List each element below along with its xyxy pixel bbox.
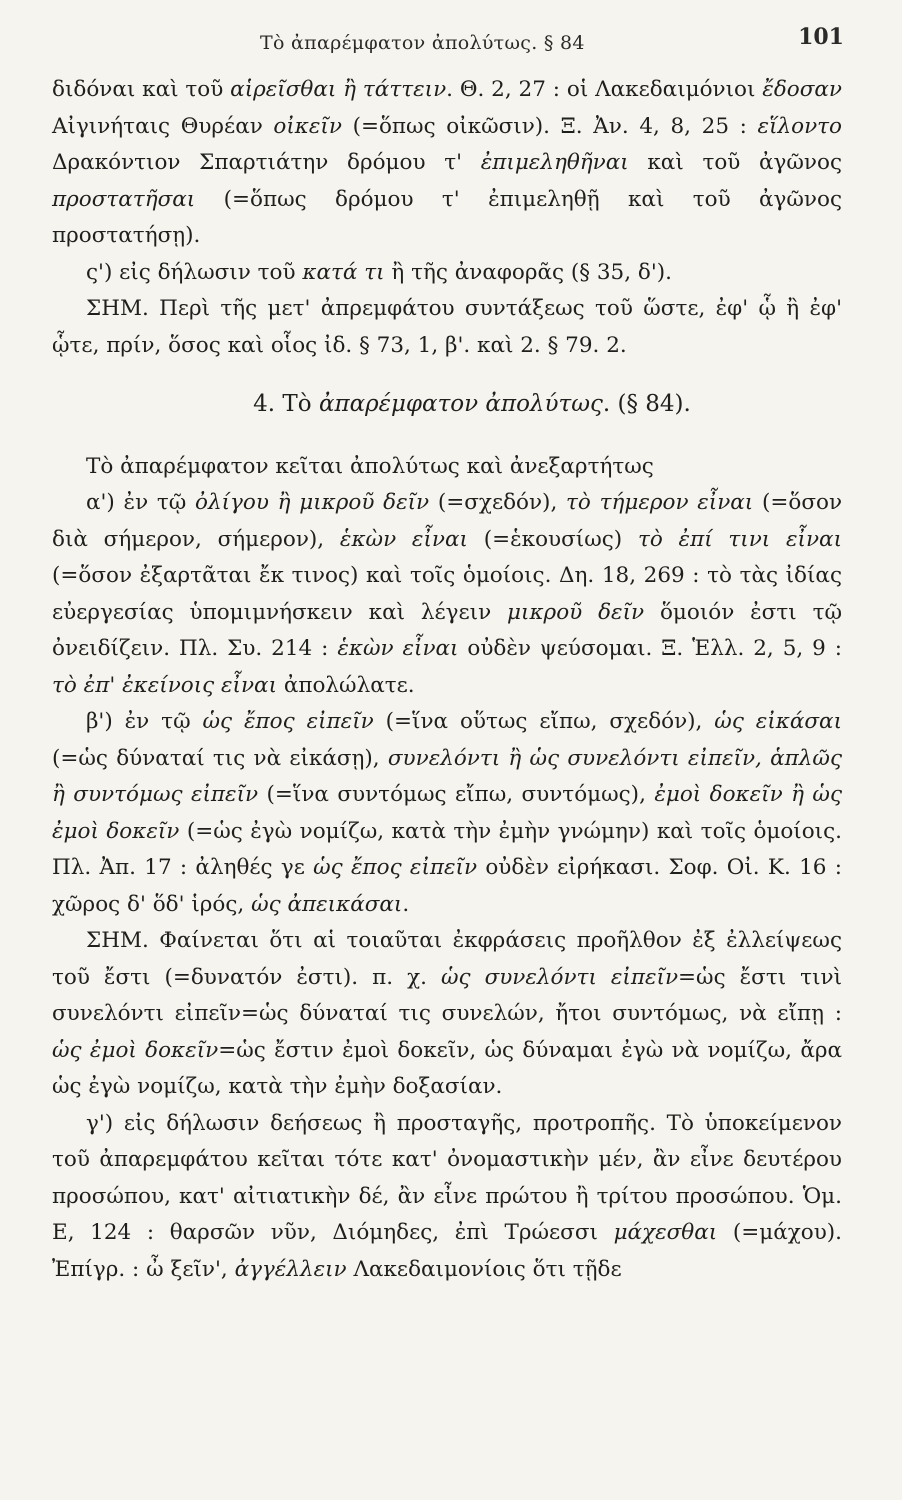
text-run: 4. Τὸ	[253, 391, 319, 417]
italic-phrase: μάχεσθαι	[613, 1220, 718, 1245]
text-run: διδόναι καὶ τοῦ	[52, 77, 231, 102]
text-run: ἢ τῆς ἀναφορᾶς (§ 35, δ').	[384, 259, 672, 285]
italic-phrase: κατά τι	[302, 259, 385, 285]
italic-phrase: εἵλοντο	[757, 113, 842, 139]
text-run: (=ὡς δύναταί τις νὰ εἰκάσῃ),	[52, 745, 388, 771]
italic-phrase: ἐπιμεληθῆναι	[480, 150, 629, 175]
italic-phrase: ἑκὼν εἶναι	[339, 526, 468, 552]
text-run: (=ὅσον ἐξαρτᾶται ἔκ τινος) καὶ τοῖς ὁμοίοις. Δη. 18, 269 : τὸ τὰς ἰδίας εὐεργεσίας ὑπομιμνήσκειν καὶ λέγειν	[52, 563, 842, 625]
italic-phrase: ἀγγέλλειν	[234, 1256, 347, 1282]
italic-phrase: ὡς ἀπεικάσαι	[251, 891, 403, 917]
page-number: 101	[798, 24, 844, 50]
italic-phrase: ὡς εἰκάσαι	[714, 709, 842, 734]
text-run: ΣΗΜ. Φαίνεται ὅτι αἱ τοιαῦται ἐκφράσεις προῆλθον ἐξ ἐλλείψεως τοῦ ἔστι (=δυνατόν ἐστι). π. χ.	[52, 928, 842, 990]
italic-phrase: οἰκεῖν	[273, 113, 342, 139]
text-run: ς') εἰς δήλωσιν τοῦ	[86, 259, 303, 285]
paragraph-2	[52, 255, 842, 292]
text-run: οὐδὲν ψεύσομαι. Ξ. Ἑλλ. 2, 5, 9 :	[458, 636, 842, 661]
italic-phrase: τὸ ἐπί τινι εἶναι	[637, 526, 842, 552]
text-run: (=ἑκουσίως)	[467, 526, 638, 552]
italic-phrase: ὡς συνελόντι εἰπεῖν	[440, 964, 679, 990]
text-run: (=ἵνα οὕτως εἴπω, σχεδόν),	[373, 709, 715, 734]
italic-phrase: ὀλίγου ἢ μικροῦ δεῖν	[195, 490, 430, 515]
text-run: ἀπολώλατε.	[277, 672, 415, 698]
italic-phrase: ὡς ἐμοὶ δοκεῖν	[52, 1037, 219, 1063]
page-header	[60, 22, 842, 62]
text-run: (=σχεδόν),	[429, 490, 567, 515]
italic-phrase: τὸ τήμερον εἶναι	[566, 490, 754, 515]
paragraph-8	[52, 1106, 842, 1289]
italic-phrase: προστατῆσαι	[52, 186, 196, 212]
italic-phrase: ὡς ἔπος εἰπεῖν	[313, 855, 478, 880]
text-run: (=ὅσον διὰ σήμερον, σήμερον),	[52, 490, 843, 552]
text-run: . Θ. 2, 27 : οἱ Λακεδαιμόνιοι	[446, 77, 763, 102]
paragraph-7-note	[52, 923, 842, 1106]
text-run: Λακεδαιμονίοις ὅτι τῇδε	[346, 1256, 622, 1282]
italic-phrase: ἐμοὶ δοκεῖν ἢ ὡς ἐμοὶ δοκεῖν	[52, 782, 842, 844]
text-run: οὐδὲν εἰρήκασι. Σοφ. Οἰ. Κ. 16 : χῶρος δ' ὅδ' ἱρός,	[52, 855, 842, 917]
text-run: =ὡς ἔστιν ἐμοὶ δοκεῖν, ὡς δύναμαι ἐγὼ νὰ νομίζω, ἄρα ὡς ἐγὼ νομίζω, κατὰ τὴν ἐμὴν δοξασίαν.	[52, 1037, 842, 1099]
text-run: . (§ 84).	[602, 391, 691, 417]
paragraph-3-note	[52, 291, 842, 364]
italic-phrase: ἑκὼν εἶναι	[337, 636, 459, 661]
paragraph-4	[52, 449, 842, 486]
text-run: (=ὅπως οἰκῶσιν). Ξ. Ἀν. 4, 8, 25 :	[341, 113, 758, 139]
text-run: (=μάχου). Ἐπίγρ. : ὦ ξεῖν',	[52, 1220, 842, 1282]
text-run: Αἰγινήταις Θυρέαν	[52, 113, 274, 139]
text-run: (=ὅπως δρόμου τ' ἐπιμεληθῇ καὶ τοῦ ἀγῶνος προστατήσῃ).	[52, 186, 842, 248]
text-run: β') ἐν τῷ	[86, 709, 203, 734]
text-run: καὶ τοῦ ἀγῶνος	[628, 150, 842, 175]
text-run: (=ὡς ἐγὼ νομίζω, κατὰ τὴν ἐμὴν γνώμην) καὶ τοῖς ὁμοίοις. Πλ. Ἀπ. 17 : ἀληθές γε	[52, 818, 842, 880]
italic-phrase: μικροῦ δεῖν	[507, 599, 645, 625]
text-run: ὅμοιόν ἐστι τῷ ὀνειδίζειν. Πλ. Συ. 214 :	[52, 599, 842, 661]
text-run: α') ἐν τῷ	[86, 490, 196, 515]
italic-phrase: ἔδοσαν	[762, 77, 842, 102]
paragraph-6	[52, 704, 842, 923]
italic-phrase: τὸ ἐπ' ἐκείνοις εἶναι	[52, 672, 277, 698]
text-run: .	[402, 891, 410, 917]
italic-phrase: αἱρεῖσθαι ἢ τάττειν	[230, 77, 447, 102]
italic-phrase: ὡς ἔπος εἰπεῖν	[202, 709, 374, 734]
paragraph-5	[52, 485, 842, 704]
running-head: Τὸ ἀπαρέμφατον ἀπολύτως. § 84	[260, 32, 585, 54]
text-run: Δρακόντιον Σπαρτιάτην δρόμου τ'	[52, 150, 481, 175]
text-run: ΣΗΜ. Περὶ τῆς μετ' ἀπρεμφάτου συντάξεως τοῦ ὥστε, ἐφ' ᾧ ἢ ἐφ' ᾧτε, πρίν, ὅσος καὶ οἷος ἰδ. § 73, 1, β'. καὶ 2. § 79. 2.	[52, 296, 842, 358]
italic-phrase: συνελόντι ἢ ὡς συνελόντι εἰπεῖν, ἁπλῶς ἢ συντόμως εἰπεῖν	[52, 745, 842, 807]
italic-phrase: ἀπαρέμφατον ἀπολύτως	[318, 391, 603, 417]
section-heading	[52, 386, 842, 423]
text-run: γ') εἰς δήλωσιν δεήσεως ἢ προσταγῆς, προτροπῆς. Τὸ ὑποκείμενον τοῦ ἀπαρεμφάτου κεῖται τότε κατ' ὀνομαστικὴν μέν, ἂν εἶνε δευτέρου προσώπου, κατ' αἰτιατικὴν δέ, ἂν εἶνε πρώτου ἢ τρίτου προσώπου. Ὁμ. Ε, 124 : θαρσῶν νῦν, Διόμηδες, ἐπὶ Τρώεσσι	[52, 1110, 842, 1245]
text-run: (=ἵνα συντόμως εἴπω, συντόμως),	[258, 782, 655, 807]
paragraph-1	[52, 72, 842, 255]
page-body	[52, 72, 842, 1288]
text-run: Τὸ ἀπαρέμφατον κεῖται ἀπολύτως καὶ ἀνεξαρτήτως	[86, 453, 654, 479]
text-run: =ὡς ἔστι τινὶ συνελόντι εἰπεῖν=ὡς δύναταί τις συνελών, ἤτοι συντόμως, νὰ εἴπῃ :	[52, 964, 842, 1026]
